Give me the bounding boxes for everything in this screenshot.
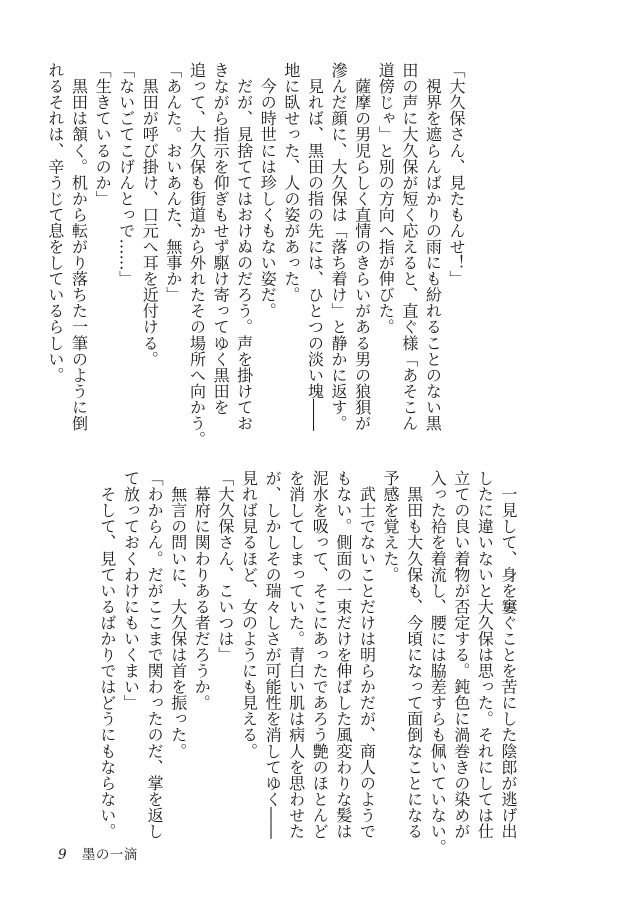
text-line: 田の声に大久保が短く応えると、直ぐ様「あそこん — [399, 62, 419, 431]
text-line: もない。側面の一束だけを伸ばした風変わりな髪は — [333, 470, 353, 839]
text-line: が、しかしその瑞々しさが可能性を消してゆく―― — [263, 470, 283, 839]
text-line: 今の時世には珍しくもない姿だ。 — [258, 62, 278, 319]
text-line: 「生きているのか」 — [93, 62, 113, 207]
text-line: 黒田も大久保も、今頃になって面倒なことになる — [404, 470, 424, 839]
upper-text-block — [45, 62, 468, 447]
text-line: て放っておくわけにもいくまい」 — [121, 470, 141, 711]
text-line: 「わからん。だがここまで関わったのだ、掌を返し — [145, 470, 165, 839]
running-title: 墨の一滴 — [81, 847, 138, 863]
text-line: 武士でないことだけは明らかだが、商人のようで — [357, 470, 377, 839]
text-line: 無言の問いに、大久保は首を振った。 — [168, 470, 188, 759]
page-footer — [58, 843, 138, 863]
text-line: 幕府に関わりある者だろうか。 — [192, 470, 212, 711]
lower-text-block — [90, 470, 520, 855]
text-line: れるそれは、辛うじて息をしているらしい。 — [45, 62, 65, 383]
text-line: 見れば見るほど、女のようにも見える。 — [239, 470, 259, 759]
text-line: 「大久保さん、こいつは」 — [215, 470, 235, 663]
text-line: だが、見捨ててはおけぬのだろう。声を掛けてお — [234, 62, 254, 431]
text-line: 入った袷を着流し、腰には脇差すらも佩いていない。 — [428, 470, 448, 855]
text-line: 追って、大久保も街道から外れたその場所へ向かう。 — [187, 62, 207, 447]
text-line: 黒田が呼び掛け、口元へ耳を近付ける。 — [140, 62, 160, 367]
text-line: 地に臥せった、人の姿があった。 — [281, 62, 301, 303]
text-line: 道傍じゃ」と別の方向へ指が伸びた。 — [376, 62, 396, 335]
text-line: きながら指示を仰ぎもせず駆け寄ってゆく黒田を — [211, 62, 231, 415]
text-line: そして、見ているばかりではどうにもならない。 — [97, 470, 117, 839]
text-line: 滲んだ顔に、大久保は「落ち着け」と静かに返す。 — [329, 62, 349, 431]
text-line: 予感を覚えた。 — [381, 470, 401, 583]
text-line: 一見して、身を窶ぐことを苦にした陰郎が逃げ出 — [499, 470, 518, 839]
text-line: 視界を遮らんばかりの雨にも紛れることのない黒 — [423, 62, 443, 431]
text-line: 薩摩の男児らしく直情のきらいがある男の狼狽が — [352, 62, 372, 431]
text-line: したに違いないと大久保は思った。それにしては仕 — [475, 470, 495, 839]
text-line: 「ないごてこげんとっで……」 — [116, 62, 136, 287]
text-line: 「大久保さん、見たもんせ！」 — [447, 62, 466, 287]
text-line: 「あんた。おいあんた、無事か」 — [163, 62, 183, 303]
page-number: 9 — [58, 847, 68, 863]
text-line: 立ての良い着物が否定する。鈍色に渦巻きの染めが — [451, 470, 471, 839]
text-line: 黒田は頷く。机から転がり落ちた一筆のように倒 — [69, 62, 89, 431]
text-line: を消してしまっていた。青白い肌は病人を思わせた — [286, 470, 306, 839]
text-line: 泥水を吸って、そこにあったであろう艶のほとんど — [310, 470, 330, 839]
text-line: 見れば、黒田の指の先には、ひとつの淡い塊―― — [305, 62, 325, 431]
